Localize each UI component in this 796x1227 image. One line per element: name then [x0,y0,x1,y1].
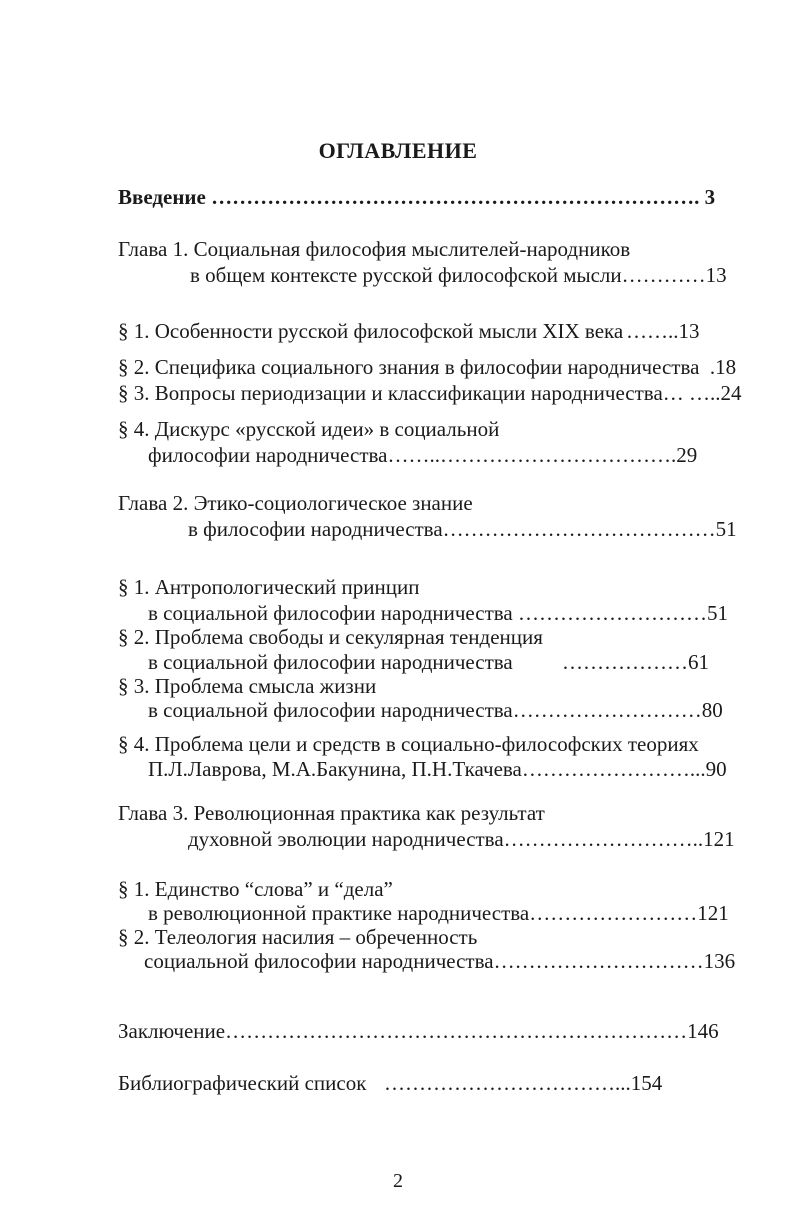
toc-section-1-1: § 1. Особенности русской философской мысли XIX века [118,319,624,343]
toc-section-3-2-line-1: § 2. Телеология насилия – обреченность [118,925,478,949]
toc-section-2-2-line-2: в социальной философии народничества [148,650,513,674]
toc-chapter-1-line-1: Глава 1. Социальная философия мыслителей-народников [118,237,631,261]
toc-section-2-1-line-2: в социальной философии народничества ………………………51 [148,601,728,625]
toc-section-2-3-line-2: в социальной философии народничества………………………80 [148,698,723,722]
toc-section-3-1-line-1: § 1. Единство “слова” и “дела” [118,877,393,901]
toc-entry-introduction: Введение ……………………………………………………………. 3 [118,185,716,209]
toc-chapter-3-line-1: Глава 3. Революционная практика как результат [118,801,545,825]
toc-section-2-2-page: ………………61 [562,650,709,674]
toc-chapter-1-line-2: в общем контексте русской философской мысли…………13 [190,263,727,287]
toc-section-3-2-line-2: социальной философии народничества…………………………136 [144,949,736,973]
toc-section-2-1-line-1: § 1. Антропологический принцип [118,575,420,599]
toc-section-1-4-line-2: философии народничества……..…………………………….29 [148,443,698,467]
toc-section-1-4-line-1: § 4. Дискурс «русской идеи» в социальной [118,417,500,441]
toc-chapter-2-line-1: Глава 2. Этико-социологическое знание [118,491,473,515]
toc-section-2-4-line-2: П.Л.Лаврова, М.А.Бакунина, П.Н.Ткачева……………………...90 [148,757,727,781]
toc-entry-conclusion: Заключение…………………………………………………………146 [118,1019,719,1043]
toc-chapter-3-line-2: духовной эволюции народничества………………………..121 [188,827,735,851]
toc-section-3-1-line-2: в революционной практике народничества……………………121 [148,901,729,925]
toc-section-1-3: § 3. Вопросы периодизации и классификации народничества… …..24 [118,381,742,405]
toc-section-2-3-line-1: § 3. Проблема смысла жизни [118,674,377,698]
toc-entry-bibliography-page: ……………………………...154 [384,1071,663,1095]
toc-entry-bibliography: Библиографический список [118,1071,367,1095]
page-number: 2 [393,1170,403,1192]
toc-chapter-2-line-2: в философии народничества…………………………………51 [188,517,737,541]
toc-section-1-1-page: ……..13 [626,319,700,343]
toc-section-2-4-line-1: § 4. Проблема цели и средств в социально-философских теориях [118,732,699,756]
toc-section-2-2-line-1: § 2. Проблема свободы и секулярная тенденция [118,625,543,649]
toc-title: ОГЛАВЛЕНИЕ [318,138,478,163]
toc-section-1-2: § 2. Специфика социального знания в философии народничества .18 [118,355,737,379]
